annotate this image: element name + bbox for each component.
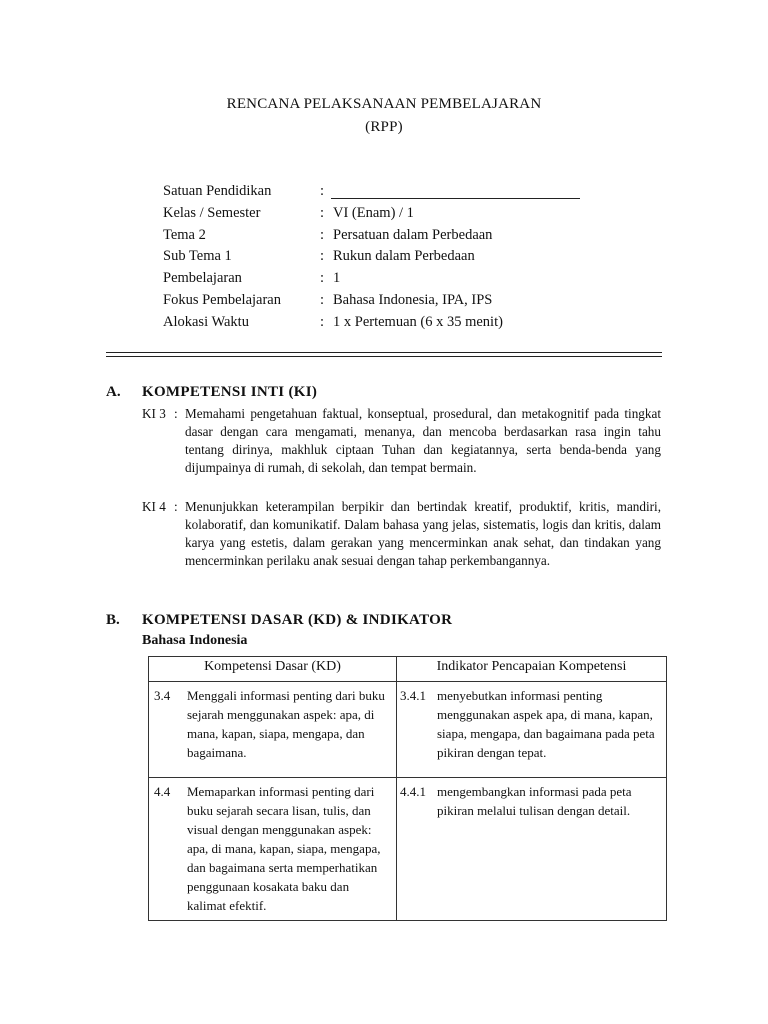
identity-value: 1: [333, 270, 341, 286]
ki4-colon: :: [174, 499, 178, 514]
ki3-text: Memahami pengetahuan faktual, konseptual, prosedural, dan metakognitif pada tingkat dasar dengan cara mengamati, menanya, dan mencoba berdasarkan rasa ingin tahu tentang dirinya, makhluk ciptaan Tuhan dan kegiatannya, serta benda-benda yang dijumpainya di rumah, di sekolah, dan tempat bermain.: [185, 406, 661, 475]
identity-colon: :: [320, 205, 325, 221]
identity-label: Alokasi Waktu: [163, 314, 249, 330]
section-b-letter: B.: [106, 612, 120, 628]
kd-cell: [149, 778, 397, 921]
indicator-text: mengembangkan informasi pada peta pikiran melalui tulisan dengan detail.: [437, 784, 632, 818]
identity-value: Rukun dalam Perbedaan: [333, 248, 475, 264]
section-a-title: KOMPETENSI INTI (KI): [142, 384, 318, 400]
divider-line-bottom: [106, 356, 662, 357]
header-kompetensi-dasar: Kompetensi Dasar (KD): [149, 657, 397, 682]
kd-cell: [149, 682, 397, 778]
identity-colon: :: [320, 248, 325, 264]
kd-text: Memaparkan informasi penting dari buku sejarah secara lisan, tulis, dan visual dengan menggunakan aspek: apa, di mana, kapan, siapa, mengapa, dan bagaimana serta memperhatikan penggunaan kosakata baku dan kalimat efektif.: [187, 784, 381, 913]
document-subtitle: (RPP): [365, 119, 403, 135]
indicator-cell: [397, 682, 667, 778]
identity-value: Persatuan dalam Perbedaan: [333, 227, 493, 243]
section-b-title: KOMPETENSI DASAR (KD) & INDIKATOR: [142, 612, 453, 628]
header-indikator: Indikator Pencapaian Kompetensi: [397, 657, 667, 682]
table-header-row: [149, 657, 667, 682]
identity-value: VI (Enam) / 1: [333, 205, 414, 221]
identity-label: Sub Tema 1: [163, 248, 232, 264]
identity-colon: :: [320, 270, 325, 286]
indicator-cell: [397, 778, 667, 921]
indicator-number: 4.4.1: [400, 784, 426, 799]
identity-label: Satuan Pendidikan: [163, 183, 272, 199]
identity-value: 1 x Pertemuan (6 x 35 menit): [333, 314, 503, 330]
subject-heading: Bahasa Indonesia: [142, 633, 248, 648]
identity-colon: :: [320, 183, 325, 199]
blank-underline: [331, 198, 580, 199]
identity-colon: :: [320, 292, 325, 308]
identity-label: Kelas / Semester: [163, 205, 261, 221]
kd-text: Menggali informasi penting dari buku sejarah menggunakan aspek: apa, di mana, kapan, siapa, mengapa, dan bagaimana.: [187, 688, 385, 760]
ki4-text: Menunjukkan keterampilan berpikir dan bertindak kreatif, produktif, kritis, mandiri, kolaboratif, dan komunikatif. Dalam bahasa yang jelas, sistematis, logis dan kritis, dalam karya yang estetis, dalam gerakan yang mencerminkan anak sehat, dan tindakan yang mencerminkan perilaku anak sesuai dengan tahap perkembangannya.: [185, 499, 661, 568]
identity-label: Pembelajaran: [163, 270, 242, 286]
ki3-colon: :: [174, 406, 178, 421]
identity-colon: :: [320, 227, 325, 243]
table-row: [149, 682, 667, 778]
divider-line-top: [106, 352, 662, 353]
section-a-letter: A.: [106, 384, 121, 400]
identity-label: Tema 2: [163, 227, 206, 243]
indicator-number: 3.4.1: [400, 688, 426, 703]
kd-number: 4.4: [154, 784, 171, 799]
identity-label: Fokus Pembelajaran: [163, 292, 281, 308]
indicator-text: menyebutkan informasi penting menggunakan aspek apa, di mana, kapan, siapa, mengapa, dan bagaimana pada peta pikiran dengan tepat.: [437, 688, 655, 760]
ki3-code: KI 3: [142, 406, 166, 421]
kd-indicator-table: [148, 656, 667, 921]
identity-value: Bahasa Indonesia, IPA, IPS: [333, 292, 493, 308]
ki4-code: KI 4: [142, 499, 166, 514]
table-row: [149, 778, 667, 921]
kd-number: 3.4: [154, 688, 171, 703]
identity-colon: :: [320, 314, 325, 330]
document-title: RENCANA PELAKSANAAN PEMBELAJARAN: [226, 96, 542, 112]
